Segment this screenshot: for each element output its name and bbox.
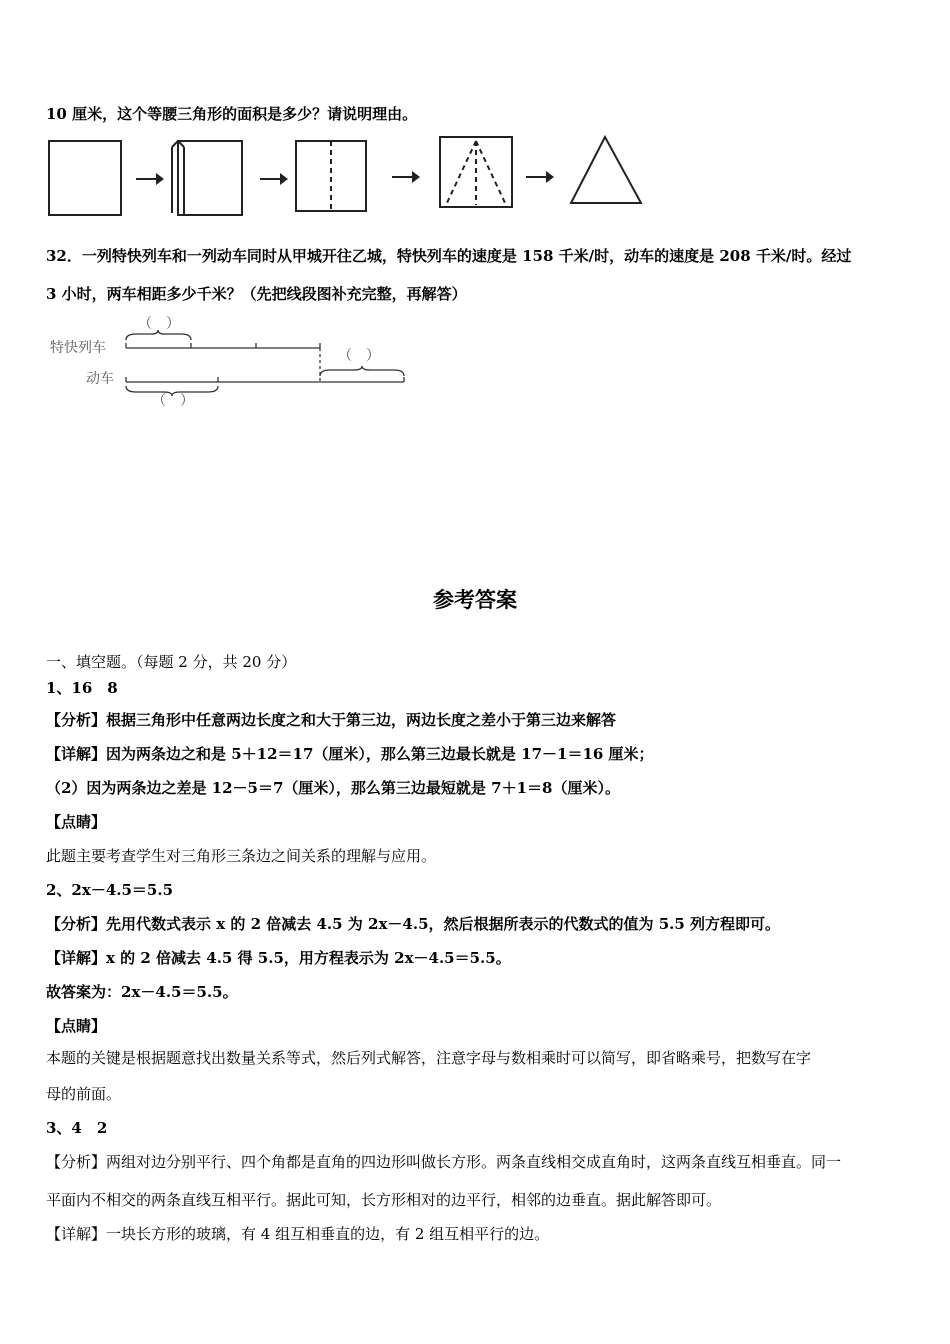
label-bullet-train: 动车 bbox=[86, 371, 114, 387]
brace-bottom bbox=[126, 386, 218, 396]
answer-line: （2）因为两条边之差是 12－5＝7（厘米），那么第三边最短就是 7＋1＝8（厘米）。 bbox=[46, 779, 620, 797]
square-paper bbox=[49, 141, 121, 215]
q32-line1: 32．一列特快列车和一列动车同时从甲城开往乙城，特快列车的速度是 158 千米/时，动车的速度是 208 千米/时。经过 bbox=[46, 247, 852, 265]
answer-line: 3、4 2 bbox=[46, 1119, 108, 1137]
answer-line: 故答案为：2x－4.5＝5.5。 bbox=[46, 983, 238, 1001]
answer-line: 平面内不相交的两条直线互相平行。据此可知，长方形相对的边平行，相邻的边垂直。据此解答即可。 bbox=[46, 1191, 722, 1209]
segment-diagram bbox=[46, 312, 426, 412]
answer-line: 此题主要考查学生对三角形三条边之间关系的理解与应用。 bbox=[46, 847, 437, 865]
answer-line: 【详解】一块长方形的玻璃，有 4 组互相垂直的边，有 2 组互相平行的边。 bbox=[46, 1225, 550, 1243]
bracket-bottom-label: （ ） bbox=[152, 393, 194, 409]
answer-line: 【分析】两组对边分别平行、四个角都是直角的四边形叫做长方形。两条直线相交成直角时，这两条直线互相垂直。同一 bbox=[46, 1153, 842, 1171]
folding-figure bbox=[44, 133, 644, 223]
answer-line: 1、16 8 bbox=[46, 679, 118, 697]
bracket-top-label: （ ） bbox=[138, 316, 180, 332]
answer-line: 【点睛】 bbox=[46, 813, 107, 831]
brace-top bbox=[126, 330, 191, 340]
answers-title: 参考答案 bbox=[433, 588, 517, 612]
isosceles-triangle bbox=[571, 137, 641, 203]
creased-paper bbox=[296, 141, 366, 211]
folding-paper bbox=[172, 141, 242, 215]
bracket-right-label: （ ） bbox=[338, 348, 380, 364]
answer-line: 母的前面。 bbox=[46, 1085, 122, 1103]
answer-line: 【详解】x 的 2 倍减去 4.5 得 5.5，用方程表示为 2x－4.5＝5.5。 bbox=[46, 949, 511, 967]
answer-line: 本题的关键是根据题意找出数量关系等式，然后列式解答，注意字母与数相乘时可以简写，即省略乘号，把数写在字 bbox=[46, 1049, 812, 1067]
answer-line: 【分析】先用代数式表示 x 的 2 倍减去 4.5 为 2x－4.5，然后根据所表示的代数式的值为 5.5 列方程即可。 bbox=[46, 915, 781, 933]
answer-line: 【详解】因为两条边之和是 5＋12＝17（厘米），那么第三边最长就是 17－1＝16 厘米； bbox=[46, 745, 654, 763]
brace-right bbox=[320, 366, 404, 376]
q31-text: 10 厘米，这个等腰三角形的面积是多少？请说明理由。 bbox=[46, 105, 418, 123]
answer-line: 【分析】根据三角形中任意两边长度之和大于第三边，两边长度之差小于第三边来解答 bbox=[46, 711, 617, 729]
triangle-in-paper bbox=[440, 137, 512, 207]
label-express-train: 特快列车 bbox=[50, 340, 106, 356]
answer-line: 【点睛】 bbox=[46, 1017, 107, 1035]
section1-heading: 一、填空题。（每题 2 分，共 20 分） bbox=[46, 653, 297, 671]
answer-line: 2、2x－4.5＝5.5 bbox=[46, 881, 174, 899]
q32-line2: 3 小时，两车相距多少千米？（先把线段图补充完整，再解答） bbox=[46, 285, 467, 303]
